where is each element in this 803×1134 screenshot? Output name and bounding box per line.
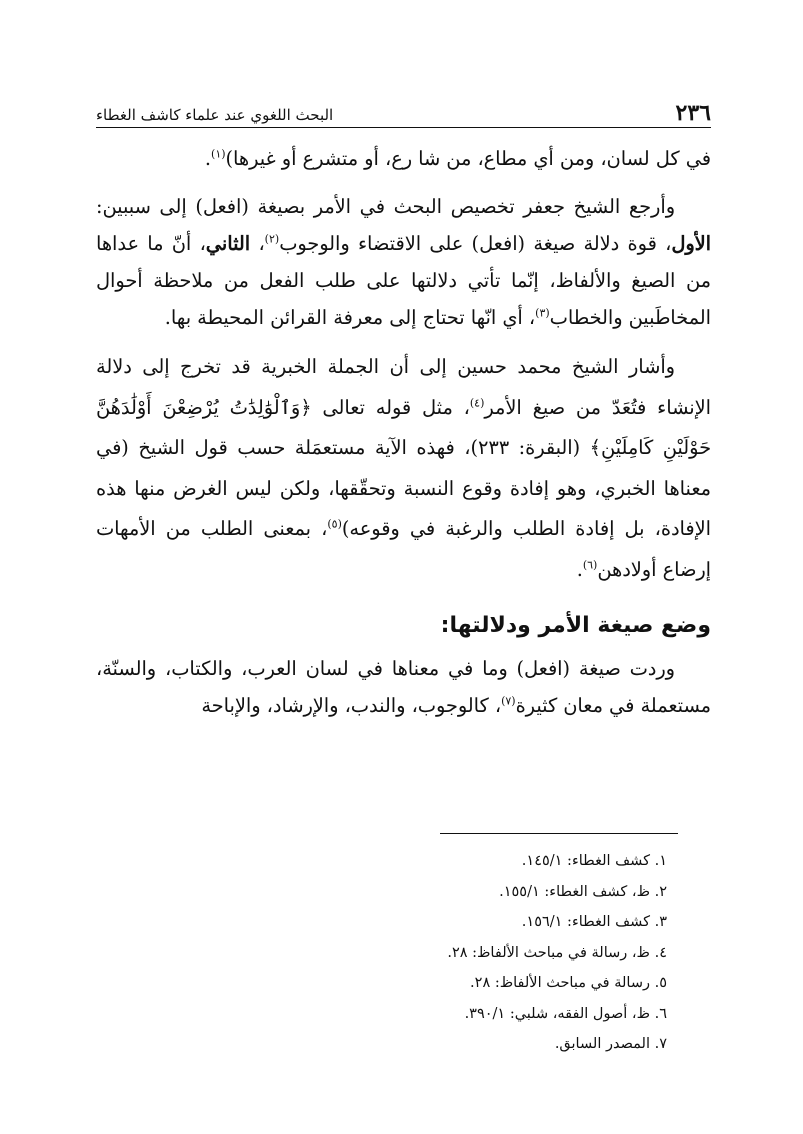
footnote-item: ٧. المصدر السابق. bbox=[554, 1036, 667, 1052]
footnote-ref-3[interactable]: (٣) bbox=[535, 306, 550, 320]
footnote-ref-7[interactable]: (٧) bbox=[501, 694, 516, 708]
footnote-ref-2[interactable]: (٢) bbox=[264, 232, 280, 246]
paragraph-2: وأرجع الشيخ جعفر تخصيص البحث في الأمر بصيغة (افعل) إلى سببين: الأول، قوة دلالة صيغة (افعل) على الاقتضاء والوجوب$^{(٢)}$، الثاني، أنّ ما عداها من الصيغ والألفاظ، إنّما تأتي دلالتها على طلب الفعل من ملاحظة أحوال المخاطَبين والخطاب$^{(٣)}$، أي انّها تحتاج إلى معرفة القرائن المحيطة بها. bbox=[96, 195, 711, 329]
paragraph-4: وردت صيغة (افعل) وما في معناها في لسان العرب، والكتاب، والسنّة، مستعملة في معان كثيرة$^{(٧)}$، كالوجوب، والندب، والإرشاد، والإباحة bbox=[96, 657, 711, 717]
footnote-ref-1[interactable]: (١) bbox=[211, 147, 226, 161]
footnote-item: ٤. ظ، رسالة في مباحث الألفاظ: ٢٨. bbox=[447, 944, 667, 961]
section-heading: وضع صيغة الأمر ودلالتها: bbox=[440, 613, 711, 638]
running-title: البحث اللغوي عند علماء كاشف الغطاء bbox=[96, 106, 334, 124]
footnote-item: ٥. رسالة في مباحث الألفاظ: ٢٨. bbox=[470, 975, 667, 991]
footnote-item: ٢. ظ، كشف الغطاء: ١٥٥/١. bbox=[499, 883, 667, 900]
header-rule bbox=[96, 127, 711, 128]
footnote-ref-5[interactable]: (٥) bbox=[327, 517, 342, 531]
paragraph-3: وأشار الشيخ محمد حسين إلى أن الجملة الخبرية قد تخرج إلى دلالة الإنشاء فتُعَدّ من صيغ الأمر$^{(٤)}$، مثل قوله تعالى ﴿وَٱلْوَٰلِدَٰتُ يُرْضِعْنَ أَوْلَٰدَهُنَّ حَوْلَيْنِ كَامِلَيْنِ﴾ (البقرة: ٢٣٣)، فهذه الآية مستعمَلة حسب قول الشيخ (في معناها الخبري، وهو إفادة وقوع النسبة وتحقّقها، ولكن ليس الغرض منها هذه الإفادة، بل إفادة الطلب والرغبة في وقوعه)$^{(٥)}$، بمعنى الطلب من الأمهات إرضاع أولادهن$^{(٦)}$. bbox=[96, 355, 711, 581]
footnote-item: ١. كشف الغطاء: ١٤٥/١. bbox=[521, 853, 667, 869]
page-header bbox=[96, 92, 711, 126]
main-text bbox=[96, 140, 711, 724]
footnote-ref-4[interactable]: (٤) bbox=[469, 396, 485, 410]
first-reason-label: الأول bbox=[671, 232, 711, 255]
paragraph-1: في كل لسان، ومن أي مطاع، من شا رع، أو متشرع أو غيرها)$^{(١)}$. bbox=[204, 147, 711, 170]
quran-verse: ﴿وَٱلْوَٰلِدَٰتُ يُرْضِعْنَ أَوْلَٰدَهُنَّ حَوْلَيْنِ كَامِلَيْنِ﴾ bbox=[96, 395, 711, 459]
footnote-item: ٦. ظ، أصول الفقه، شلبي: ٣٩٠/١. bbox=[464, 1005, 667, 1022]
second-reason-label: الثاني bbox=[205, 232, 251, 255]
footnote-item: ٣. كشف الغطاء: ١٥٦/١. bbox=[521, 914, 667, 930]
footnote-ref-6[interactable]: (٦) bbox=[582, 558, 598, 572]
footnote-separator bbox=[440, 833, 678, 834]
footnotes-list bbox=[96, 846, 711, 1060]
page-number: ٢٣٦ bbox=[675, 100, 711, 126]
